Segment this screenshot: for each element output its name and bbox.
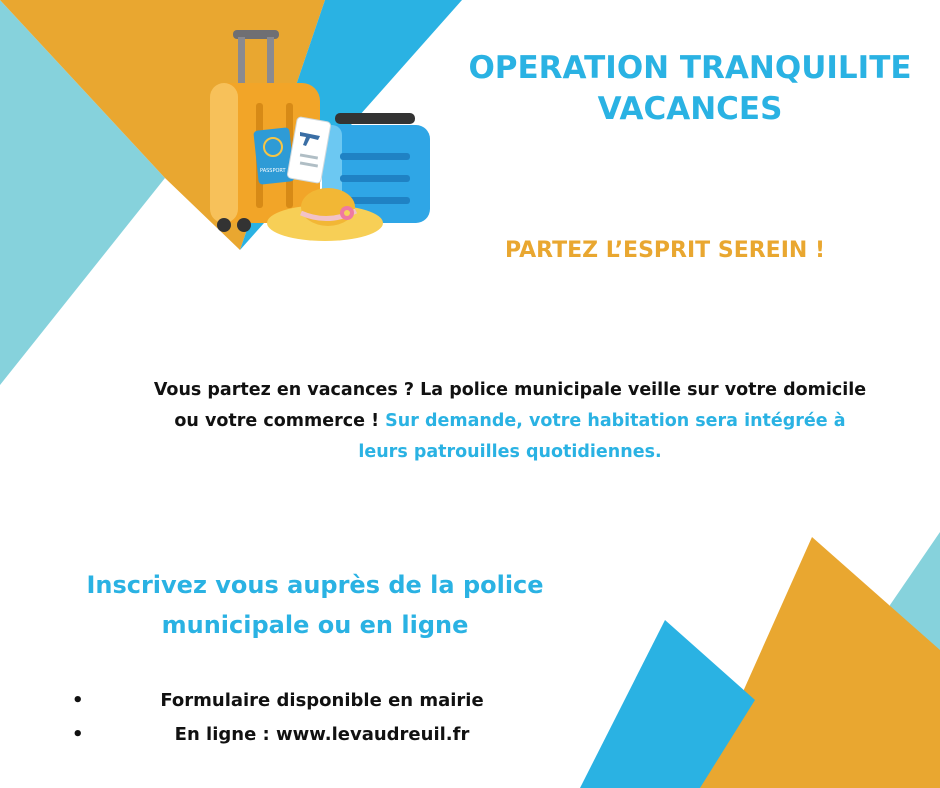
intro-highlight: Sur demande, votre habitation sera intégrée à leurs patrouilles quotidiennes. bbox=[358, 411, 846, 462]
signup-line-2: municipale ou en ligne bbox=[161, 611, 469, 639]
signup-line-1: Inscrivez vous auprès de la police bbox=[86, 571, 544, 599]
option-online: En ligne : www.levaudreuil.fr bbox=[174, 724, 470, 745]
page-title bbox=[445, 48, 935, 130]
bullet: • bbox=[72, 724, 84, 745]
list-item bbox=[62, 686, 582, 720]
option-paper-form: Formulaire disponible en mairie bbox=[160, 690, 484, 711]
orange-triangle-bottom-right bbox=[700, 537, 940, 788]
travel-illustration bbox=[200, 25, 440, 250]
title-line-1: OPERATION TRANQUILITE bbox=[468, 50, 912, 86]
tagline: PARTEZ L’ESPRIT SEREIN ! bbox=[505, 238, 825, 263]
title-line-2: VACANCES bbox=[597, 91, 783, 127]
bullet: • bbox=[72, 690, 84, 711]
signup-heading bbox=[55, 565, 575, 645]
intro-paragraph bbox=[150, 375, 870, 468]
signup-options-list bbox=[62, 686, 582, 754]
list-item bbox=[62, 720, 582, 754]
intro-text: Vous partez en vacances ? La police municipale veille sur votre domicile ou votre commerce ! bbox=[153, 380, 867, 431]
passport-label: PASSPORT bbox=[260, 168, 286, 174]
